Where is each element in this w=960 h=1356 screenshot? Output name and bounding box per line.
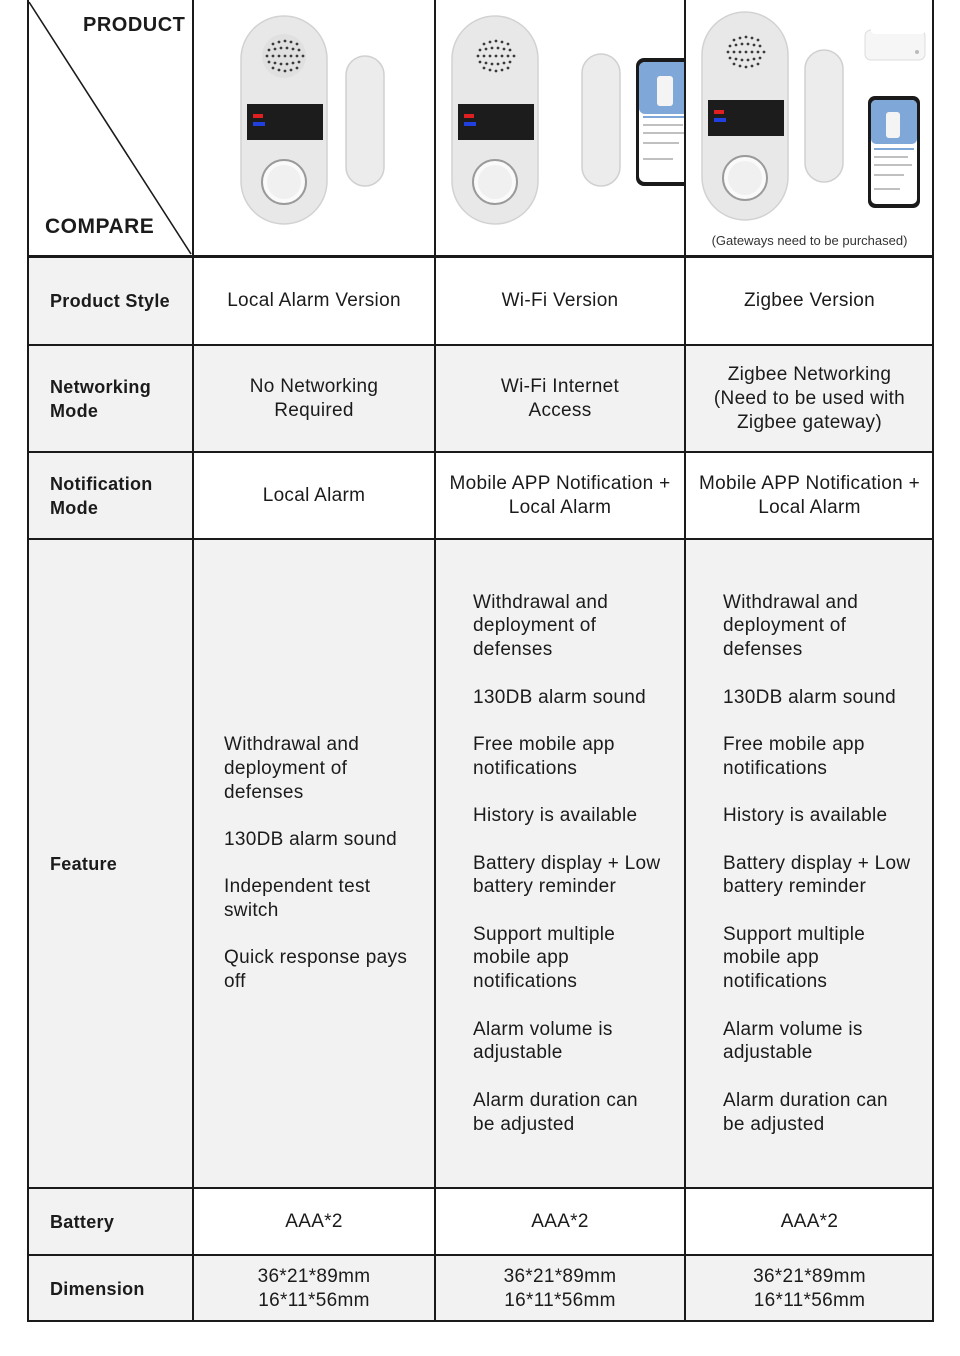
feature-item: Alarm volume is adjustable — [723, 1018, 863, 1064]
cell-local: AAA*2 — [285, 1210, 343, 1232]
door-alarm-icon — [193, 0, 435, 256]
row-label: Dimension — [27, 1256, 193, 1321]
dimension-line-1: 36*21*89mm — [257, 1265, 371, 1287]
feature-item: History is available — [723, 805, 888, 827]
product-image-local — [193, 0, 435, 256]
feature-item: Support multiple mobile app notifications — [473, 923, 616, 993]
feature-item: Battery display + Low battery reminder — [473, 852, 661, 898]
grid-line — [932, 0, 934, 1322]
grid-line — [434, 0, 436, 1322]
dimension-line-1: 36*21*89mm — [503, 1265, 617, 1287]
row-label: Feature — [27, 540, 193, 1187]
feature-item: Independent test switch — [224, 876, 371, 922]
dimension-line-2: 16*11*56mm — [753, 1289, 866, 1311]
feature-item: Quick response pays off — [224, 947, 408, 993]
gateway-note: (Gateways need to be purchased) — [711, 233, 908, 248]
feature-item: Withdrawal and deployment of defenses — [723, 591, 859, 661]
feature-item: Alarm duration can be adjusted — [473, 1089, 638, 1135]
product-image-zigbee — [685, 0, 934, 256]
cell-wifi: AAA*2 — [531, 1210, 589, 1232]
product-header-label: PRODUCT — [83, 14, 186, 36]
grid-line — [27, 451, 934, 453]
feature-item: Alarm volume is adjustable — [473, 1018, 613, 1064]
row-label: Product Style — [27, 258, 193, 344]
grid-line — [27, 255, 934, 258]
feature-item: Withdrawal and deployment of defenses — [473, 591, 609, 661]
comparison-table — [27, 0, 934, 1322]
cell-zigbee — [685, 1256, 934, 1321]
grid-line — [27, 1254, 934, 1256]
row-feature — [27, 540, 934, 1187]
cell-local — [193, 540, 435, 1187]
grid-line — [27, 538, 934, 540]
grid-line — [684, 0, 686, 1322]
feature-item: 130DB alarm sound — [473, 686, 647, 708]
product-image-wifi — [435, 0, 685, 256]
row-label: Notification Mode — [27, 453, 193, 538]
cell-local: Local Alarm Version — [227, 290, 401, 311]
cell-zigbee: Zigbee Version — [744, 290, 875, 311]
cell-zigbee — [685, 540, 934, 1187]
cell-zigbee: Zigbee Networking (Need to be used with Zigbee gateway) — [713, 363, 906, 433]
door-alarm-with-phone-icon — [435, 0, 685, 256]
header-row — [27, 0, 934, 256]
row-label: Battery — [27, 1189, 193, 1254]
row-product-style — [27, 258, 934, 344]
feature-item: 130DB alarm sound — [224, 828, 398, 850]
cell-zigbee: Mobile APP Notification + Local Alarm — [698, 472, 921, 518]
cell-zigbee: AAA*2 — [780, 1210, 839, 1232]
cell-wifi: Wi-Fi Version — [501, 290, 619, 311]
feature-item: Battery display + Low battery reminder — [723, 852, 911, 898]
row-label: Networking Mode — [27, 346, 193, 451]
feature-item: History is available — [473, 805, 638, 827]
row-battery — [27, 1189, 934, 1254]
compare-header-label: COMPARE — [45, 215, 155, 238]
feature-item: Free mobile app notifications — [473, 733, 615, 779]
dimension-line-2: 16*11*56mm — [258, 1289, 370, 1311]
feature-item: Withdrawal and deployment of defenses — [224, 733, 360, 803]
cell-wifi — [435, 1256, 685, 1321]
feature-item: Support multiple mobile app notifications — [723, 923, 866, 993]
cell-local: No Networking Required — [249, 375, 379, 421]
grid-line — [192, 0, 194, 1322]
dimension-line-1: 36*21*89mm — [753, 1265, 866, 1287]
feature-item: 130DB alarm sound — [723, 686, 897, 708]
row-notification-mode — [27, 453, 934, 538]
cell-local: Local Alarm — [262, 484, 366, 506]
door-alarm-with-phone-and-gateway-icon — [685, 0, 934, 230]
feature-item: Free mobile app notifications — [723, 733, 865, 779]
cell-wifi: Wi-Fi Internet Access — [500, 375, 620, 421]
grid-line — [27, 344, 934, 346]
row-dimension — [27, 1256, 934, 1321]
cell-local — [193, 1256, 435, 1321]
grid-line — [27, 0, 29, 1322]
feature-item: Alarm duration can be adjusted — [723, 1089, 888, 1135]
row-networking-mode — [27, 346, 934, 451]
cell-wifi: Mobile APP Notification + Local Alarm — [449, 472, 671, 518]
dimension-line-2: 16*11*56mm — [504, 1289, 616, 1311]
grid-line — [27, 1187, 934, 1189]
grid-line — [27, 1320, 934, 1322]
cell-wifi — [435, 540, 685, 1187]
